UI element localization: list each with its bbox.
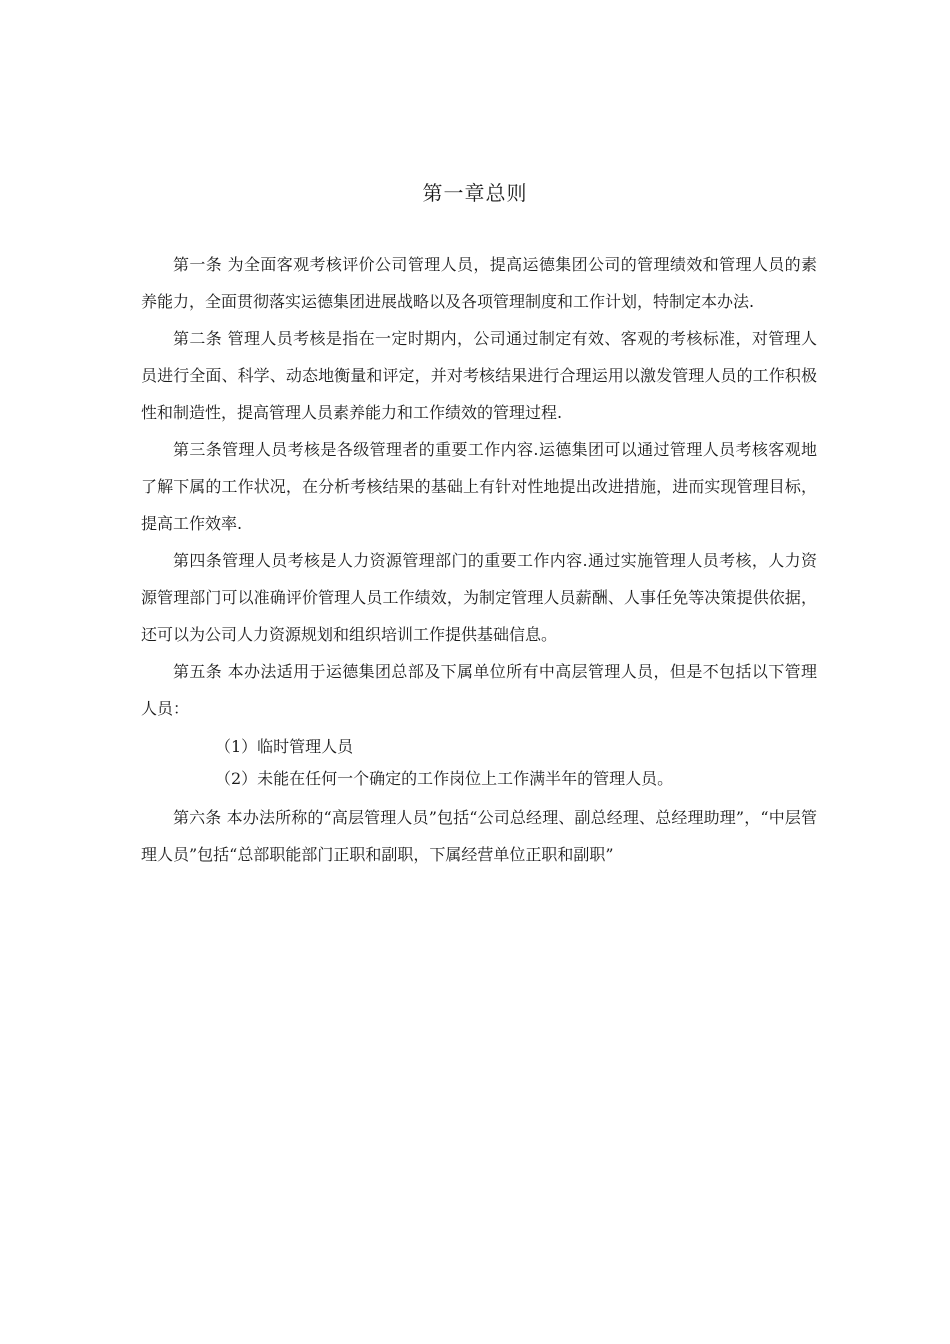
article-1: 第一条 为全面客观考核评价公司管理人员，提高运德集团公司的管理绩效和管理人员的素养能力，全面贯彻落实运德集团进展战略以及各项管理制度和工作计划，特制定本办法. bbox=[141, 255, 817, 311]
chapter-title: 第一章总则 bbox=[422, 181, 528, 205]
article-4: 第四条管理人员考核是人力资源管理部门的重要工作内容.通过实施管理人员考核，人力资源管理部门可以准确评价管理人员工作绩效，为制定管理人员薪酬、人事任免等决策提供依据，还可以为公司人力资源规划和组织培训工作提供基础信息。 bbox=[141, 551, 817, 644]
article-2: 第二条 管理人员考核是指在一定时期内，公司通过制定有效、客观的考核标准，对管理人员进行全面、科学、动态地衡量和评定，并对考核结果进行合理运用以激发管理人员的工作积极性和制造性，提高管理人员素养能力和工作绩效的管理过程. bbox=[141, 329, 817, 422]
exclusion-item-1: （1）临时管理人员 bbox=[215, 737, 354, 756]
document-body bbox=[141, 246, 817, 873]
exclusion-item-2: （2）未能在任何一个确定的工作岗位上工作满半年的管理人员。 bbox=[215, 769, 674, 788]
article-5: 第五条 本办法适用于运德集团总部及下属单位所有中高层管理人员，但是不包括以下管理人员： bbox=[141, 662, 817, 718]
article-6: 第六条 本办法所称的“高层管理人员”包括“公司总经理、副总经理、总经理助理”，“中层管理人员”包括“总部职能部门正职和副职，下属经营单位正职和副职” bbox=[141, 808, 817, 864]
article-3: 第三条管理人员考核是各级管理者的重要工作内容.运德集团可以通过管理人员考核客观地了解下属的工作状况，在分析考核结果的基础上有针对性地提出改进措施，进而实现管理目标，提高工作效率. bbox=[141, 440, 817, 533]
